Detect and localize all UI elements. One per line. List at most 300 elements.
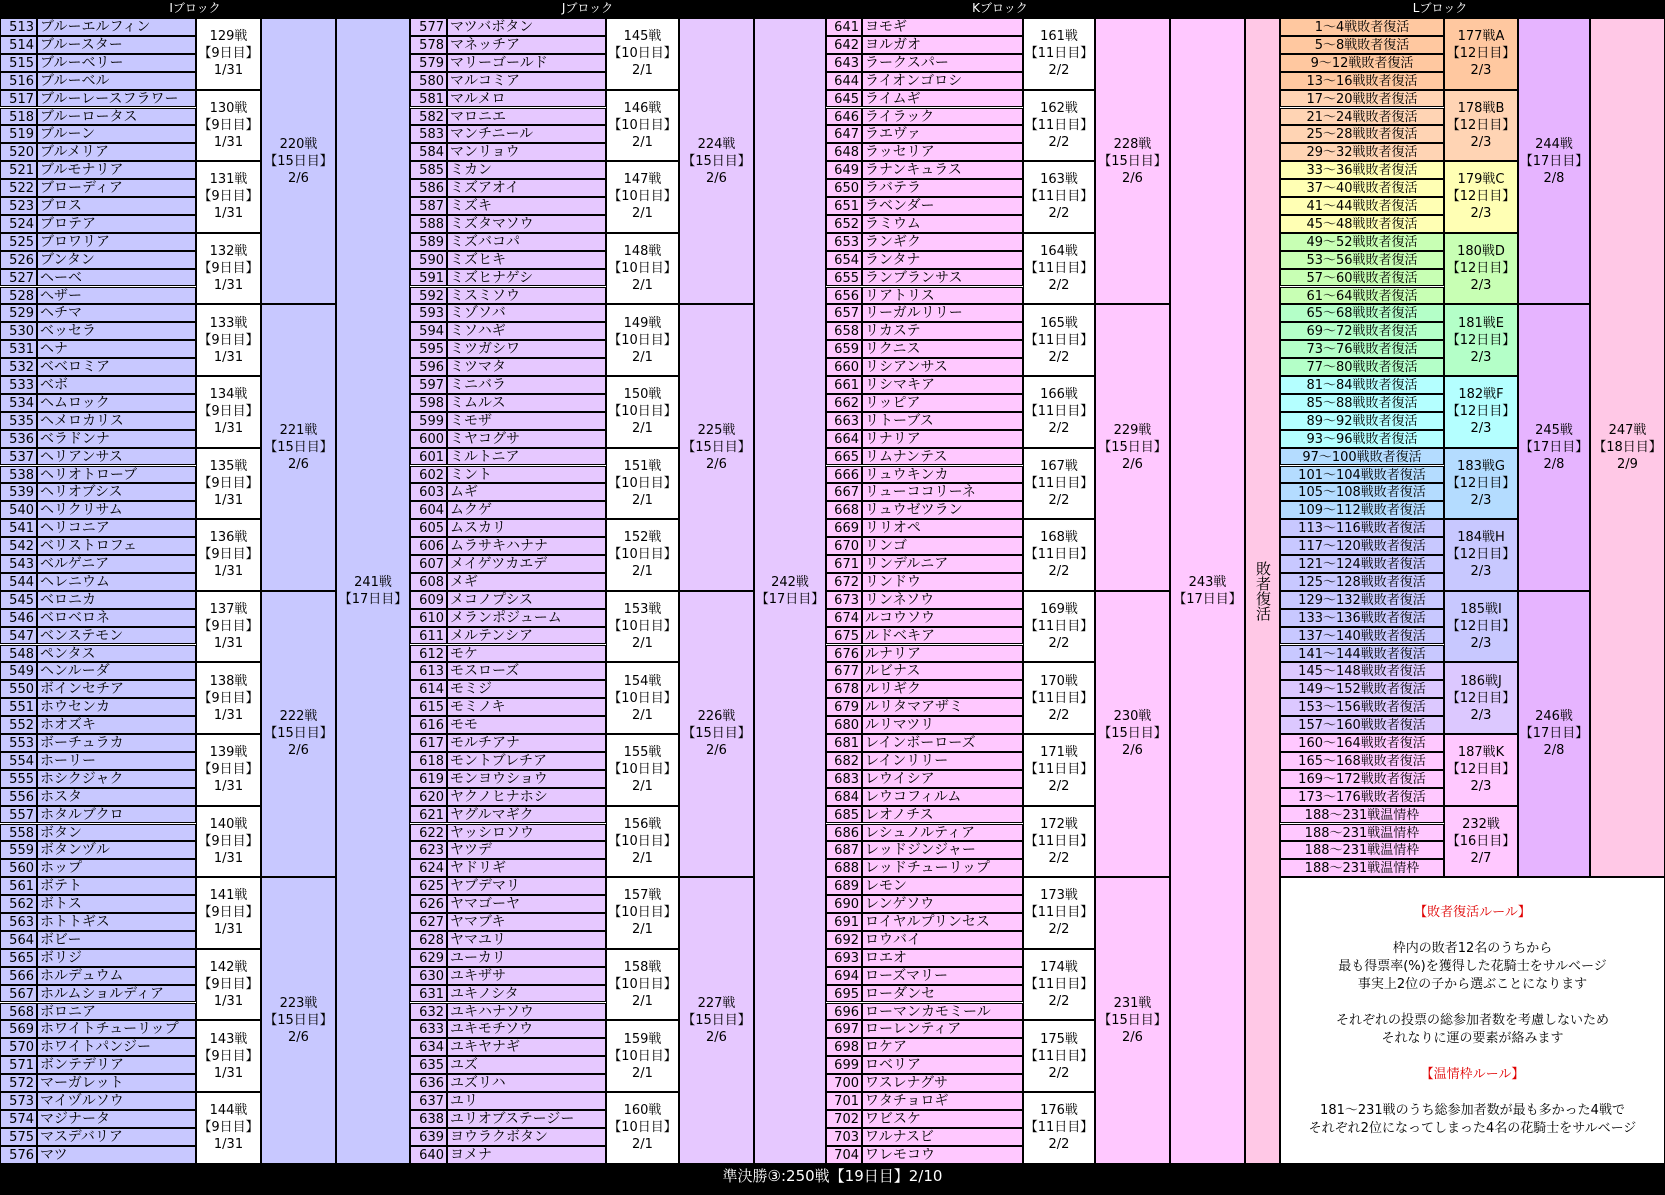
match-round2: 230戦 【15日目】 2/6 — [1095, 591, 1170, 877]
entry-number: 514 — [0, 36, 37, 54]
entry-number: 625 — [410, 877, 447, 895]
entry-number: 665 — [826, 448, 862, 466]
entry-number: 639 — [410, 1128, 447, 1146]
entry-number: 633 — [410, 1020, 447, 1038]
revival-slot: 145～148戦敗者復活 — [1280, 662, 1444, 680]
revival-slot: 153～156戦敗者復活 — [1280, 698, 1444, 716]
entry-name: ボタン — [37, 824, 196, 842]
match-round1: 133戦 【9日目】 1/31 — [196, 304, 261, 376]
entry-name: マンリョウ — [447, 143, 606, 161]
entry-name: ヘーベ — [37, 269, 196, 287]
entry-name: ルリマツリ — [862, 716, 1023, 734]
entry-name: ヘナ — [37, 340, 196, 358]
entry-number: 557 — [0, 806, 37, 824]
entry-number: 530 — [0, 322, 37, 340]
entry-number: 581 — [410, 90, 447, 108]
entry-number: 698 — [826, 1038, 862, 1056]
entry-number: 606 — [410, 537, 447, 555]
entry-name: ロケア — [862, 1038, 1023, 1056]
match-round1: 146戦 【10日目】 2/1 — [606, 90, 679, 162]
entry-number: 551 — [0, 698, 37, 716]
match-round3: 242戦 【17日目】 — [754, 18, 826, 1164]
revival-slot: 188～231戦温情枠 — [1280, 859, 1444, 877]
match-round1: 142戦 【9日目】 1/31 — [196, 949, 261, 1021]
entry-number: 603 — [410, 483, 447, 501]
entry-number: 558 — [0, 824, 37, 842]
match-round2: 222戦 【15日目】 2/6 — [261, 591, 336, 877]
entry-name: マツ — [37, 1146, 196, 1164]
entry-name: ヤツデ — [447, 841, 606, 859]
entry-number: 669 — [826, 519, 862, 537]
entry-name: ヘンルーダ — [37, 662, 196, 680]
entry-number: 672 — [826, 573, 862, 591]
entry-number: 671 — [826, 555, 862, 573]
match-round1: 135戦 【9日目】 1/31 — [196, 448, 261, 520]
revival-slot: 113～116戦敗者復活 — [1280, 519, 1444, 537]
revival-slot: 49～52戦敗者復活 — [1280, 233, 1444, 251]
revival-slot: 29～32戦敗者復活 — [1280, 143, 1444, 161]
revival-slot: 21～24戦敗者復活 — [1280, 108, 1444, 126]
revival-slot: 81～84戦敗者復活 — [1280, 376, 1444, 394]
revival-slot: 17～20戦敗者復活 — [1280, 90, 1444, 108]
entry-number: 683 — [826, 770, 862, 788]
entry-number: 594 — [410, 322, 447, 340]
entry-number: 593 — [410, 304, 447, 322]
revival-slot: 65～68戦敗者復活 — [1280, 304, 1444, 322]
match-round1: 151戦 【10日目】 2/1 — [606, 448, 679, 520]
entry-name: ヘメロカリス — [37, 412, 196, 430]
revival-slot: 188～231戦温情枠 — [1280, 841, 1444, 859]
entry-number: 592 — [410, 287, 447, 305]
entry-name: レッドチューリップ — [862, 859, 1023, 877]
entry-number: 595 — [410, 340, 447, 358]
entry-name: ブローディア — [37, 179, 196, 197]
entry-name: ユズ — [447, 1056, 606, 1074]
block-header: Lブロック — [1215, 0, 1665, 18]
block-header: Jブロック — [390, 0, 785, 18]
entry-name: レオノチス — [862, 806, 1023, 824]
entry-name: ローレンティア — [862, 1020, 1023, 1038]
entry-number: 553 — [0, 734, 37, 752]
revival-slot: 33～36戦敗者復活 — [1280, 161, 1444, 179]
revival-match: 182戦F 【12日目】 2/3 — [1444, 376, 1518, 448]
entry-name: リンゴ — [862, 537, 1023, 555]
revival-slot: 125～128戦敗者復活 — [1280, 573, 1444, 591]
revival-slot: 25～28戦敗者復活 — [1280, 125, 1444, 143]
entry-name: ライムギ — [862, 90, 1023, 108]
revival-match: 186戦J 【12日目】 2/3 — [1444, 662, 1518, 734]
entry-number: 518 — [0, 108, 37, 126]
entry-name: ワスレナグサ — [862, 1074, 1023, 1092]
entry-name: ホトトギス — [37, 913, 196, 931]
revival-slot: 53～56戦敗者復活 — [1280, 251, 1444, 269]
entry-name: ヨウラクボタン — [447, 1128, 606, 1146]
entry-name: ヘリオトローブ — [37, 466, 196, 484]
entry-name: ホーリー — [37, 752, 196, 770]
entry-number: 587 — [410, 197, 447, 215]
entry-number: 647 — [826, 125, 862, 143]
entry-name: ミント — [447, 466, 606, 484]
entry-name: マロニエ — [447, 108, 606, 126]
entry-number: 700 — [826, 1074, 862, 1092]
entry-name: ヘムロック — [37, 394, 196, 412]
entry-number: 542 — [0, 537, 37, 555]
revival-slot: 13～16戦敗者復活 — [1280, 72, 1444, 90]
revival-match: 181戦E 【12日目】 2/3 — [1444, 304, 1518, 376]
entry-number: 644 — [826, 72, 862, 90]
revival-match-round2: 245戦 【17日目】 2/8 — [1518, 304, 1590, 590]
revival-match: 184戦H 【12日目】 2/3 — [1444, 519, 1518, 591]
entry-number: 532 — [0, 358, 37, 376]
entry-number: 643 — [826, 54, 862, 72]
entry-name: モンヨウショウ — [447, 770, 606, 788]
entry-name: メルテンシア — [447, 627, 606, 645]
entry-number: 636 — [410, 1074, 447, 1092]
entry-name: ミスミソウ — [447, 287, 606, 305]
entry-number: 566 — [0, 967, 37, 985]
entry-number: 555 — [0, 770, 37, 788]
match-round1: 145戦 【10日目】 2/1 — [606, 18, 679, 90]
entry-name: リンデルニア — [862, 555, 1023, 573]
entry-name: メランポジューム — [447, 609, 606, 627]
entry-number: 547 — [0, 627, 37, 645]
revival-slot: 41～44戦敗者復活 — [1280, 197, 1444, 215]
entry-number: 648 — [826, 143, 862, 161]
entry-name: ムクゲ — [447, 501, 606, 519]
entry-number: 525 — [0, 233, 37, 251]
entry-name: ミズバコパ — [447, 233, 606, 251]
entry-name: マーガレット — [37, 1074, 196, 1092]
entry-name: ペンタス — [37, 645, 196, 663]
entry-name: レインボーローズ — [862, 734, 1023, 752]
entry-number: 607 — [410, 555, 447, 573]
match-round2: 224戦 【15日目】 2/6 — [679, 18, 754, 304]
entry-name: ラミウム — [862, 215, 1023, 233]
entry-name: ベロニカ — [37, 591, 196, 609]
entry-name: ホオズキ — [37, 716, 196, 734]
revival-slot: 69～72戦敗者復活 — [1280, 322, 1444, 340]
entry-name: ミルトニア — [447, 448, 606, 466]
entry-number: 582 — [410, 108, 447, 126]
entry-name: レモン — [862, 877, 1023, 895]
entry-number: 608 — [410, 573, 447, 591]
entry-name: リシマキア — [862, 376, 1023, 394]
mercy-rule-title: 【温情枠ルール】 — [1420, 1067, 1525, 1083]
entry-number: 611 — [410, 627, 447, 645]
entry-number: 690 — [826, 895, 862, 913]
revival-slot: 93～96戦敗者復活 — [1280, 430, 1444, 448]
entry-number: 670 — [826, 537, 862, 555]
entry-number: 699 — [826, 1056, 862, 1074]
entry-number: 517 — [0, 90, 37, 108]
entry-number: 571 — [0, 1056, 37, 1074]
entry-number: 554 — [0, 752, 37, 770]
entry-name: マイヅルソウ — [37, 1092, 196, 1110]
entry-name: ミムルス — [447, 394, 606, 412]
revival-slot: 9～12戦敗者復活 — [1280, 54, 1444, 72]
entry-name: ロベリア — [862, 1056, 1023, 1074]
entry-name: マジナータ — [37, 1110, 196, 1128]
entry-name: リュウキンカ — [862, 466, 1023, 484]
entry-number: 703 — [826, 1128, 862, 1146]
entry-number: 599 — [410, 412, 447, 430]
entry-number: 622 — [410, 824, 447, 842]
revival-slot: 169～172戦敗者復活 — [1280, 770, 1444, 788]
match-round1: 163戦 【11日目】 2/2 — [1023, 161, 1095, 233]
entry-number: 654 — [826, 251, 862, 269]
entry-number: 626 — [410, 895, 447, 913]
entry-number: 535 — [0, 412, 37, 430]
entry-name: ベンステモン — [37, 627, 196, 645]
entry-number: 630 — [410, 967, 447, 985]
entry-number: 621 — [410, 806, 447, 824]
entry-name: ボンテデリア — [37, 1056, 196, 1074]
entry-number: 598 — [410, 394, 447, 412]
entry-name: ベルゲニア — [37, 555, 196, 573]
entry-number: 677 — [826, 662, 862, 680]
entry-number: 521 — [0, 161, 37, 179]
entry-number: 584 — [410, 143, 447, 161]
entry-name: ヤマブキ — [447, 913, 606, 931]
entry-name: ランブランサス — [862, 269, 1023, 287]
revival-match: 180戦D 【12日目】 2/3 — [1444, 233, 1518, 305]
entry-number: 516 — [0, 72, 37, 90]
rules-panel — [1280, 877, 1665, 1163]
entry-number: 520 — [0, 143, 37, 161]
entry-number: 568 — [0, 1003, 37, 1021]
entry-name: ヤマゴーヤ — [447, 895, 606, 913]
entry-name: ボーチュラカ — [37, 734, 196, 752]
entry-number: 543 — [0, 555, 37, 573]
entry-number: 515 — [0, 54, 37, 72]
entry-number: 578 — [410, 36, 447, 54]
entry-name: リナリア — [862, 430, 1023, 448]
entry-name: ベリストロフェ — [37, 537, 196, 555]
entry-number: 676 — [826, 645, 862, 663]
entry-number: 569 — [0, 1020, 37, 1038]
entry-name: マツバボタン — [447, 18, 606, 36]
entry-name: ミズアオイ — [447, 179, 606, 197]
match-round1: 174戦 【11日目】 2/2 — [1023, 949, 1095, 1021]
entry-name: リーガルリリー — [862, 304, 1023, 322]
entry-name: ボビー — [37, 931, 196, 949]
entry-number: 624 — [410, 859, 447, 877]
entry-number: 623 — [410, 841, 447, 859]
revival-rule-line: 枠内の敗者12名のうちから — [1392, 941, 1553, 957]
entry-number: 602 — [410, 466, 447, 484]
revival-slot: 133～136戦敗者復活 — [1280, 609, 1444, 627]
entry-name: ホウセンカ — [37, 698, 196, 716]
entry-name: レンゲソウ — [862, 895, 1023, 913]
entry-name: ミカン — [447, 161, 606, 179]
entry-number: 646 — [826, 108, 862, 126]
entry-name: ホワイトチューリップ — [37, 1020, 196, 1038]
revival-slot: 89～92戦敗者復活 — [1280, 412, 1444, 430]
match-round1: 130戦 【9日目】 1/31 — [196, 90, 261, 162]
match-round1: 149戦 【10日目】 2/1 — [606, 304, 679, 376]
entry-number: 563 — [0, 913, 37, 931]
entry-number: 702 — [826, 1110, 862, 1128]
entry-number: 660 — [826, 358, 862, 376]
entry-name: ブロワリア — [37, 233, 196, 251]
entry-name: ヤグルマギク — [447, 806, 606, 824]
entry-number: 562 — [0, 895, 37, 913]
entry-name: ルナリア — [862, 645, 1023, 663]
entry-name: モミノキ — [447, 698, 606, 716]
entry-name: ミヤコグサ — [447, 430, 606, 448]
revival-slot: 85～88戦敗者復活 — [1280, 394, 1444, 412]
entry-number: 656 — [826, 287, 862, 305]
entry-name: ミツマタ — [447, 358, 606, 376]
entry-number: 652 — [826, 215, 862, 233]
entry-name: ブルモナリア — [37, 161, 196, 179]
entry-number: 531 — [0, 340, 37, 358]
entry-number: 613 — [410, 662, 447, 680]
entry-number: 619 — [410, 770, 447, 788]
block-header: Kブロック — [785, 0, 1215, 18]
entry-number: 541 — [0, 519, 37, 537]
entry-name: ムギ — [447, 483, 606, 501]
entry-number: 640 — [410, 1146, 447, 1164]
entry-name: ランタナ — [862, 251, 1023, 269]
entry-name: レシュノルティア — [862, 824, 1023, 842]
entry-name: ランギク — [862, 233, 1023, 251]
revival-slot: 149～152戦敗者復活 — [1280, 680, 1444, 698]
entry-name: ブルースター — [37, 36, 196, 54]
entry-name: ベボ — [37, 376, 196, 394]
match-round1: 147戦 【10日目】 2/1 — [606, 161, 679, 233]
match-round1: 165戦 【11日目】 2/2 — [1023, 304, 1095, 376]
entry-number: 628 — [410, 931, 447, 949]
entry-number: 556 — [0, 788, 37, 806]
entry-name: ブンタン — [37, 251, 196, 269]
entry-number: 662 — [826, 394, 862, 412]
entry-number: 522 — [0, 179, 37, 197]
match-round1: 161戦 【11日目】 2/2 — [1023, 18, 1095, 90]
entry-number: 637 — [410, 1092, 447, 1110]
revival-match: 178戦B 【12日目】 2/3 — [1444, 90, 1518, 162]
entry-number: 627 — [410, 913, 447, 931]
entry-number: 697 — [826, 1020, 862, 1038]
entry-number: 528 — [0, 287, 37, 305]
entry-name: ミゾソバ — [447, 304, 606, 322]
entry-number: 609 — [410, 591, 447, 609]
entry-number: 689 — [826, 877, 862, 895]
revival-match: 185戦I 【12日目】 2/3 — [1444, 591, 1518, 663]
entry-name: ヘリオブシス — [37, 483, 196, 501]
entry-name: ユキノシタ — [447, 985, 606, 1003]
match-round2: 226戦 【15日目】 2/6 — [679, 591, 754, 877]
entry-number: 688 — [826, 859, 862, 877]
revival-slot: 77～80戦敗者復活 — [1280, 358, 1444, 376]
entry-name: ホタルブクロ — [37, 806, 196, 824]
match-round1: 150戦 【10日目】 2/1 — [606, 376, 679, 448]
entry-number: 605 — [410, 519, 447, 537]
entry-number: 664 — [826, 430, 862, 448]
entry-number: 549 — [0, 662, 37, 680]
revival-slot: 160～164戦敗者復活 — [1280, 734, 1444, 752]
mercy-rule-line: それぞれ2位になってしまった4名の花騎士をサルベージ — [1308, 1121, 1637, 1137]
revival-slot: 137～140戦敗者復活 — [1280, 627, 1444, 645]
entry-number: 666 — [826, 466, 862, 484]
entry-name: マスデバリア — [37, 1128, 196, 1146]
entry-number: 600 — [410, 430, 447, 448]
entry-name: レインリリー — [862, 752, 1023, 770]
entry-name: ブルーン — [37, 125, 196, 143]
entry-name: ブルーベル — [37, 72, 196, 90]
entry-name: メコノプシス — [447, 591, 606, 609]
revival-match: 187戦K 【12日目】 2/3 — [1444, 734, 1518, 806]
entry-name: ボインセチア — [37, 680, 196, 698]
revival-rule-line: 事実上2位の子から選ぶことになります — [1357, 977, 1588, 993]
match-round2: 221戦 【15日目】 2/6 — [261, 304, 336, 590]
entry-number: 610 — [410, 609, 447, 627]
entry-number: 678 — [826, 680, 862, 698]
entry-name: モスローズ — [447, 662, 606, 680]
entry-name: リカステ — [862, 322, 1023, 340]
revival-match: 179戦C 【12日目】 2/3 — [1444, 161, 1518, 233]
entry-number: 668 — [826, 501, 862, 519]
entry-name: ユキモチソウ — [447, 1020, 606, 1038]
entry-name: ヨメナ — [447, 1146, 606, 1164]
match-round1: 144戦 【9日目】 1/31 — [196, 1092, 261, 1164]
entry-name: レウコフィルム — [862, 788, 1023, 806]
entry-name: マネッチア — [447, 36, 606, 54]
entry-name: ローダンセ — [862, 985, 1023, 1003]
entry-name: ラエヴァ — [862, 125, 1023, 143]
revival-rule-title: 【敗者復活ルール】 — [1414, 905, 1531, 921]
entry-name: ホスタ — [37, 788, 196, 806]
entry-number: 632 — [410, 1003, 447, 1021]
entry-name: ヤクノヒナホシ — [447, 788, 606, 806]
match-round1: 137戦 【9日目】 1/31 — [196, 591, 261, 663]
entry-name: ヤマユリ — [447, 931, 606, 949]
match-round2: 231戦 【15日目】 2/6 — [1095, 877, 1170, 1163]
entry-name: ワビスケ — [862, 1110, 1023, 1128]
entry-number: 590 — [410, 251, 447, 269]
entry-number: 573 — [0, 1092, 37, 1110]
entry-number: 529 — [0, 304, 37, 322]
entry-number: 693 — [826, 949, 862, 967]
match-round2: 228戦 【15日目】 2/6 — [1095, 18, 1170, 304]
entry-number: 618 — [410, 752, 447, 770]
revival-slot: 105～108戦敗者復活 — [1280, 483, 1444, 501]
entry-name: ロウバイ — [862, 931, 1023, 949]
entry-name: ミズタマソウ — [447, 215, 606, 233]
match-round1: 140戦 【9日目】 1/31 — [196, 806, 261, 878]
revival-match-round2: 244戦 【17日目】 2/8 — [1518, 18, 1590, 304]
match-round1: 172戦 【11日目】 2/2 — [1023, 806, 1095, 878]
entry-name: メギ — [447, 573, 606, 591]
entry-name: リンネソウ — [862, 591, 1023, 609]
entry-name: レウイシア — [862, 770, 1023, 788]
entry-number: 575 — [0, 1128, 37, 1146]
entry-name: ワタチョロギ — [862, 1092, 1023, 1110]
match-round2: 225戦 【15日目】 2/6 — [679, 304, 754, 590]
entry-name: ラークスパー — [862, 54, 1023, 72]
match-round1: 153戦 【10日目】 2/1 — [606, 591, 679, 663]
entry-name: ヨモギ — [862, 18, 1023, 36]
entry-name: ベッセラ — [37, 322, 196, 340]
match-round1: 148戦 【10日目】 2/1 — [606, 233, 679, 305]
revival-slot: 129～132戦敗者復活 — [1280, 591, 1444, 609]
entry-name: ブルメリア — [37, 143, 196, 161]
revival-slot: 45～48戦敗者復活 — [1280, 215, 1444, 233]
entry-name: ラナンキュラス — [862, 161, 1023, 179]
entry-name: リシアンサス — [862, 358, 1023, 376]
entry-name: モミジ — [447, 680, 606, 698]
revival-slot: 157～160戦敗者復活 — [1280, 716, 1444, 734]
